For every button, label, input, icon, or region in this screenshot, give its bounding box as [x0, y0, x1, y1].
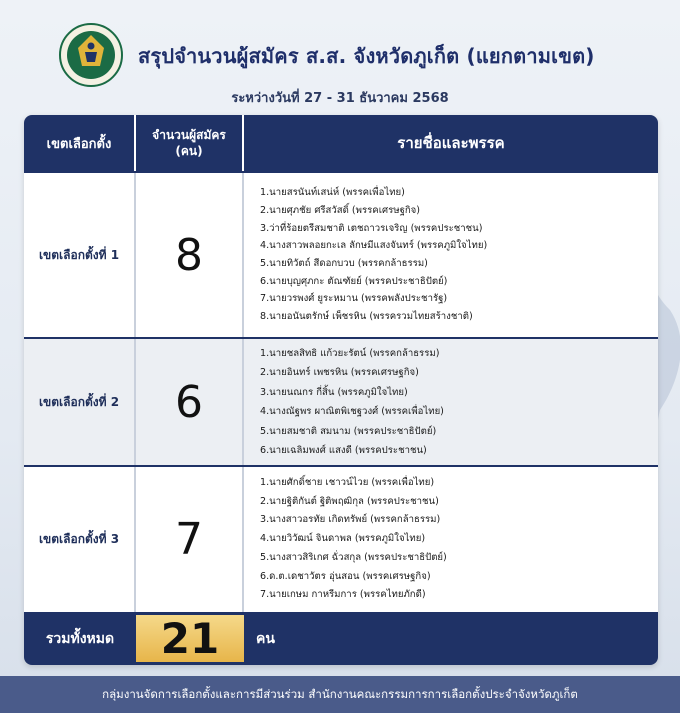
header-names: รายชื่อและพรรค: [397, 134, 505, 152]
list-item: 4.นางณัฐพร ผาณิตพิเชฐวงศ์ (พรรคเพื่อไทย): [260, 406, 444, 417]
candidate-list: [244, 173, 658, 337]
header: [0, 0, 680, 112]
table-row-district-2: [24, 337, 658, 465]
total-row: [24, 612, 658, 665]
page-title: สรุปจำนวนผู้สมัคร ส.ส. จังหวัดภูเก็ต (แยกตามเขต): [138, 44, 595, 68]
candidate-count: 6: [136, 339, 244, 465]
list-item: 8.นายอนันตรักษ์ เพ็ชรหิน (พรรครวมไทยสร้างชาติ): [260, 311, 473, 323]
district-label: เขตเลือกตั้งที่ 3: [24, 467, 136, 612]
candidate-list: [244, 339, 658, 465]
table-header: [24, 115, 658, 171]
district-label: เขตเลือกตั้งที่ 1: [24, 173, 136, 337]
election-commission-seal-icon: [58, 22, 124, 88]
list-item: 3.ว่าที่ร้อยตรีสมชาติ เตชถาวรเจริญ (พรรคประชาชน): [260, 222, 483, 234]
total-count: 21: [136, 615, 244, 662]
footer-text: กลุ่มงานจัดการเลือกตั้งและการมีส่วนร่วม สำนักงานคณะกรรมการการเลือกตั้งประจำจังหวัดภูเก็ต: [102, 686, 578, 701]
table-row-district-1: [24, 171, 658, 337]
list-item: 3.นางสาวอรทัย เกิดทรัพย์ (พรรคกล้าธรรม): [260, 514, 441, 526]
list-item: 6.นายเฉลิมพงศ์ แสงดี (พรรคประชาชน): [260, 445, 427, 456]
total-unit: คน: [256, 630, 275, 647]
list-item: 2.นายอินทร์ เพชรหิน (พรรคเศรษฐกิจ): [260, 367, 419, 378]
list-item: 5.นายสมชาติ สมนาม (พรรคประชาธิปัตย์): [260, 425, 437, 437]
list-item: 6.นายบุญศุภกะ ตัณฑัยย์ (พรรคประชาธิปัตย์): [260, 275, 448, 287]
list-item: 7.นายวรพงศ์ ยูระหมาน (พรรคพลังประชารัฐ): [260, 293, 448, 305]
header-count: [136, 115, 244, 171]
list-item: 5.นางสาวสิริเกศ ฉั่วสกุล (พรรคประชาธิปัตย์): [260, 551, 447, 563]
list-item: 5.นายทิวัตถ์ สีดอกบวบ (พรรคกล้าธรรม): [260, 258, 428, 269]
list-item: 1.นายสรนันท์เสน่ห์ (พรรคเพื่อไทย): [260, 187, 405, 199]
district-label: เขตเลือกตั้งที่ 2: [24, 339, 136, 465]
list-item: 7.นายเกษม กาหรีมการ (พรรคไทยภักดี): [260, 589, 426, 601]
date-range: ระหว่างวันที่ 27 - 31 ธันวาคม 2568: [231, 91, 449, 106]
total-label: รวมทั้งหมด: [45, 630, 115, 647]
header-count-line1: จำนวนผู้สมัคร: [152, 128, 226, 142]
list-item: 6.ด.ต.เดชาวัตร อุ่นสอน (พรรคเศรษฐกิจ): [260, 570, 431, 582]
table-row-district-3: [24, 465, 658, 612]
candidate-list: [244, 467, 658, 612]
list-item: 2.นายศุภชัย ศรีสวัสดิ์ (พรรคเศรษฐกิจ): [260, 204, 421, 216]
candidate-count: 7: [136, 467, 244, 612]
candidate-count: 8: [136, 173, 244, 337]
header-count-line2: (คน): [175, 144, 203, 158]
list-item: 4.นางสาวพลอยกะเล ลักษมีแสงจันทร์ (พรรคภูมิใจไทย): [260, 240, 488, 252]
list-item: 1.นายชลสิทธิ แก้วยะรัตน์ (พรรคกล้าธรรม): [260, 347, 440, 359]
list-item: 4.นายวิวัฒน์ จินดาพล (พรรคภูมิใจไทย): [260, 533, 426, 545]
list-item: 3.นายนณกร กี่สิ้น (พรรคภูมิใจไทย): [260, 386, 408, 398]
header-district: เขตเลือกตั้ง: [24, 115, 136, 171]
candidates-table: [24, 115, 658, 665]
list-item: 2.นายฐิติกันต์ ฐิติพฤฒิกุล (พรรคประชาชน): [260, 495, 439, 507]
list-item: 1.นายศักดิ์ชาย เชาวน์ไวย (พรรคเพื่อไทย): [260, 476, 435, 488]
footer: [0, 676, 680, 713]
